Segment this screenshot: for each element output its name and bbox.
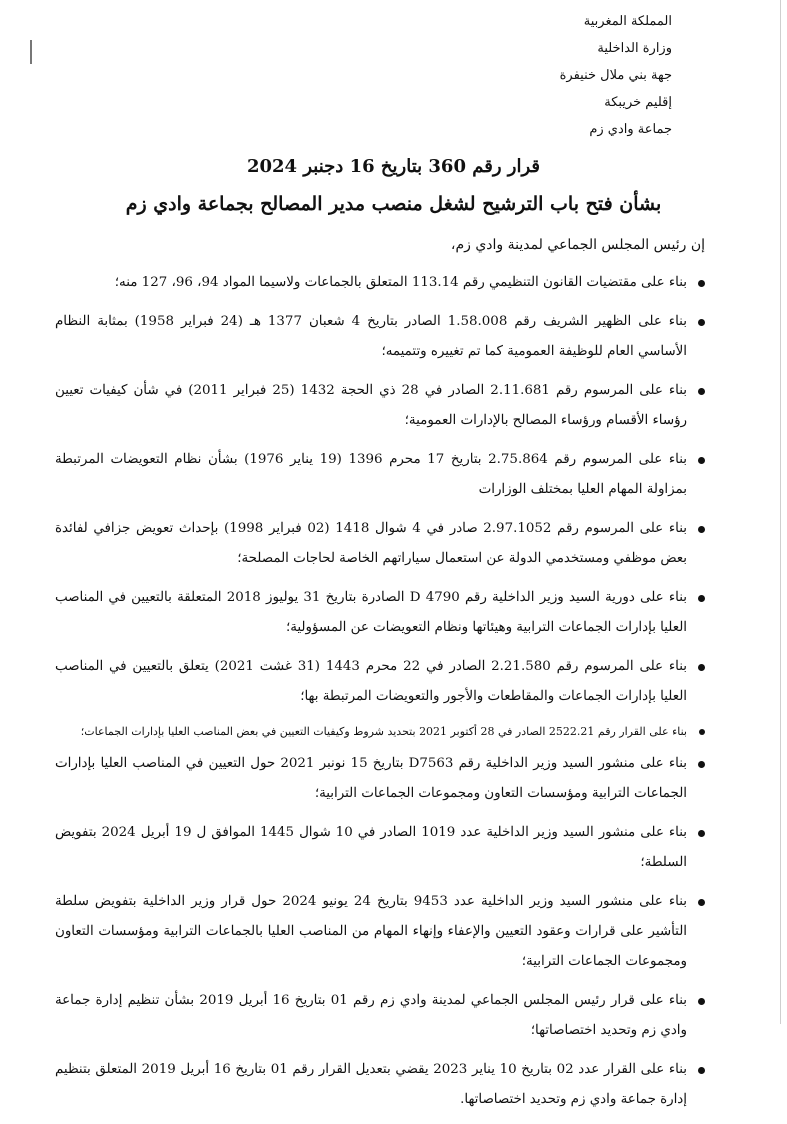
- bullet-icon: [698, 1067, 705, 1074]
- legal-basis-text: بناء على المرسوم رقم 2.11.681 الصادر في 28 ذي الحجة 1432 (25 فبراير 2011) في شأن كيفيات تعيين رؤساء الأقسام ورؤساء المصالح بالإدارات العمومية؛: [55, 383, 687, 428]
- legal-basis-text: بناء على المرسوم رقم 2.97.1052 صادر في 4 شوال 1418 (02 فبراير 1998) بإحداث تعويض جزافي لفائدة بعض موظفي ومستخدمي الدولة عن استعمال سياراتهم الخاصة لحاجات المصلحة؛: [55, 521, 687, 566]
- bullet-icon: [698, 830, 705, 837]
- decision-subject: بشأن فتح باب الترشيح لشغل منصب مدير المصالح بجماعة وادي زم: [125, 193, 662, 215]
- legal-basis-text: بناء على القرار عدد 02 بتاريخ 10 يناير 2023 يقضي بتعديل القرار رقم 01 بتاريخ 16 أبريل 2019 المتعلق بتنظيم إدارة جماعة وادي زم وتحديد اختصاصاتها.: [55, 1062, 687, 1107]
- bullet-icon: [698, 319, 705, 326]
- legal-basis-list: [55, 268, 705, 1124]
- legal-basis-item: [55, 1055, 705, 1115]
- legal-basis-item: [55, 583, 705, 643]
- decision-titles: [60, 155, 727, 217]
- legal-basis-text: بناء على المرسوم رقم 2.21.580 الصادر في 22 محرم 1443 (31 غشت 2021) يتعلق بالتعيين في المناصب العليا بإدارات الجماعات والمقاطعات والأجور والتعويضات المرتبطة بها؛: [55, 659, 688, 704]
- legal-basis-item: [55, 445, 705, 505]
- legal-basis-text: بناء على منشور السيد وزير الداخلية عدد 9453 بتاريخ 24 يونيو 2024 حول قرار وزير الداخلية بتفويض سلطة التأشير على قرارات وعقود التعيين والإعفاء وإنهاء المهام من المناصب العليا بالجماعات الترابية ومؤسسات التعاون ومجموعات الجماعات الترابية؛: [55, 894, 687, 969]
- legal-basis-item: [55, 749, 705, 809]
- legal-basis-text: بناء على الظهير الشريف رقم 1.58.008 الصادر بتاريخ 4 شعبان 1377 هـ (24 فبراير 1958) بمثابة النظام الأساسي العام للوظيفة العمومية كما تم تغييره وتتميمه؛: [55, 314, 687, 359]
- header-kingdom: المملكة المغربية: [583, 14, 672, 29]
- legal-basis-item: [55, 307, 705, 367]
- legal-basis-text: بناء على القرار رقم 2522.21 الصادر في 28 أكتوبر 2021 بتحديد شروط وكيفيات التعيين في بعض المناصب العليا بإدارات الجماعات؛: [80, 725, 687, 738]
- legal-basis-text: بناء على منشور السيد وزير الداخلية رقم D7563 بتاريخ 15 نونبر 2021 حول التعيين في المناصب العليا بإدارات الجماعات الترابية ومؤسسات التعاون ومجموعات الجماعات الترابية؛: [55, 756, 687, 801]
- preamble-intro: إن رئيس المجلس الجماعي لمدينة وادي زم،: [450, 237, 705, 253]
- legal-basis-item: [55, 376, 705, 436]
- header-ministry: وزارة الداخلية: [597, 41, 672, 56]
- legal-basis-item: [55, 268, 705, 298]
- bullet-icon: [698, 595, 705, 602]
- legal-basis-item: [55, 887, 705, 977]
- administrative-header: [412, 14, 672, 149]
- legal-basis-item: [55, 514, 705, 574]
- legal-basis-text: بناء على دورية السيد وزير الداخلية رقم D 4790 الصادرة بتاريخ 31 يوليوز 2018 المتعلقة بالتعيين في المناصب العليا بإدارات الجماعات الترابية وهيئاتها ونظام التعويضات عن المسؤولية؛: [55, 590, 687, 635]
- scan-margin-mark: [30, 40, 32, 64]
- bullet-icon: [698, 899, 705, 906]
- bullet-icon: [698, 457, 705, 464]
- decision-number: قرار رقم 360 بتاريخ 16 دجنبر 2024: [246, 156, 541, 177]
- bullet-icon: [698, 280, 705, 287]
- bullet-icon: [698, 388, 705, 395]
- legal-basis-item: [55, 652, 705, 712]
- legal-basis-text: بناء على مقتضيات القانون التنظيمي رقم 113.14 المتعلق بالجماعات ولاسيما المواد 94، 96، 127 منه؛: [114, 275, 687, 290]
- legal-basis-item: [55, 986, 705, 1046]
- header-commune: جماعة وادي زم: [589, 122, 672, 137]
- legal-basis-item: [55, 818, 705, 878]
- bullet-icon: [699, 729, 705, 735]
- legal-basis-text: بناء على قرار رئيس المجلس الجماعي لمدينة وادي زم رقم 01 بتاريخ 16 أبريل 2019 بشأن تنظيم إدارة جماعة وادي زم وتحديد اختصاصاتها؛: [55, 993, 687, 1038]
- legal-basis-text: بناء على منشور السيد وزير الداخلية عدد 1019 الصادر في 10 شوال 1445 الموافق ل 19 أبريل 2024 بتفويض السلطة؛: [55, 825, 687, 870]
- header-region: جهة بني ملال خنيفرة: [559, 68, 672, 83]
- header-province: إقليم خريبكة: [604, 95, 672, 110]
- bullet-icon: [698, 526, 705, 533]
- bullet-icon: [698, 664, 705, 671]
- scan-edge-line: [780, 0, 781, 1024]
- legal-basis-text: بناء على المرسوم رقم 2.75.864 بتاريخ 17 محرم 1396 (19 يناير 1976) بشأن نظام التعويضات المرتبطة بمزاولة المهام العليا بمختلف الوزارات: [55, 452, 688, 497]
- bullet-icon: [698, 761, 705, 768]
- bullet-icon: [698, 998, 705, 1005]
- legal-basis-item-small: [55, 721, 705, 743]
